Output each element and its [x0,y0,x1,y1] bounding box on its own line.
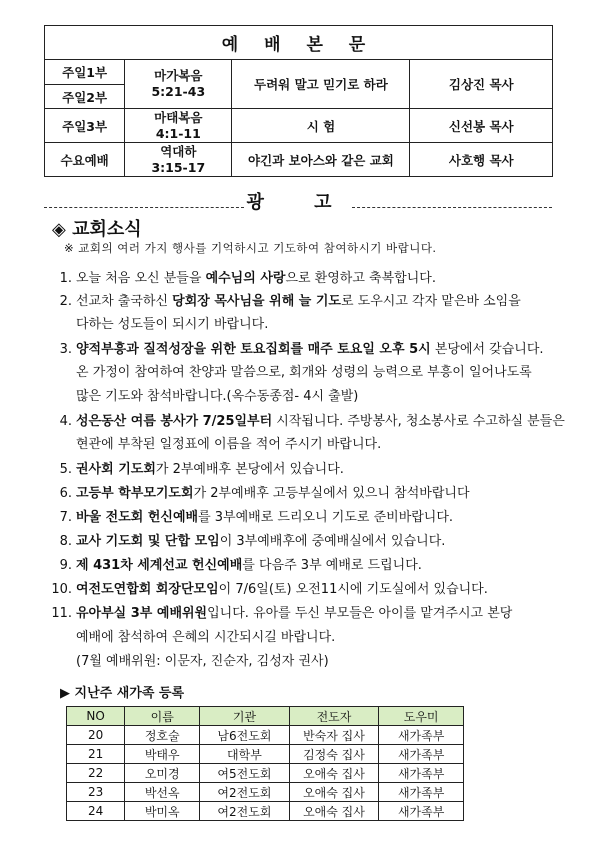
sermon-title: 야긴과 보아스와 같은 교회 [232,143,410,177]
scripture-book: 마태복음 [154,109,203,125]
service-label: 수요예배 [45,143,125,177]
list-item-continuation: 온 가정이 참여하여 찬양과 말씀으로, 회개와 성령의 능력으로 부흥이 일어나도록 [76,365,532,380]
worship-table-title: 예 배 본 문 [45,26,553,60]
table-cell: 23 [67,783,125,802]
list-item-continuation: 많은 기도와 참석바랍니다.(옥수동종점- 4시 출발) [76,389,359,404]
table-cell: 21 [67,745,125,764]
sermon-title: 시 험 [232,109,410,143]
table-cell: 20 [67,726,125,745]
table-cell: 여2전도회 [200,802,290,821]
table-cell: 22 [67,764,125,783]
table-cell: 박태우 [125,745,200,764]
list-item-continuation: 다하는 성도들이 되시기 바랍니다. [76,317,269,332]
scripture-cell [125,109,232,143]
table-row [67,745,464,764]
list-item: 8. 교사 기도회 및 단합 모임이 3부예배후에 중예배실에서 있습니다. [59,534,446,549]
list-item-continuation: 예배에 참석하여 은혜의 시간되시길 바랍니다. [76,630,336,645]
list-item: 4. 성은동산 여름 봉사가 7/25일부터 시작됩니다. 주방봉사, 청소봉사로 수고하실 분들은 [59,414,565,429]
table-cell: 오애숙 집사 [289,802,379,821]
table-cell: 오애숙 집사 [289,783,379,802]
sermon-title: 두려워 말고 믿기로 하라 [232,60,410,109]
list-item: 11. 유아부실 3부 예배위원입니다. 유아를 두신 부모들은 아이를 맡겨주시고 본당 [51,606,513,621]
divider-right [352,207,552,208]
scripture-ref: 5:21-43 [151,84,206,99]
preacher: 김상진 목사 [410,60,553,109]
list-item: 2. 선교차 출국하신 당회장 목사님을 위해 늘 기도로 도우시고 각자 맡은바 소임을 [59,294,521,309]
scripture-cell [125,60,232,109]
scripture-ref: 3:15-17 [151,159,206,175]
table-cell: 남6전도회 [200,726,290,745]
table-cell: 새가족부 [379,745,464,764]
church-news-heading: ◈ 교회소식 [52,219,142,240]
list-item: 9. 제 431차 세계선교 헌신예배를 다음주 3부 예배로 드립니다. [59,558,422,573]
table-cell: 새가족부 [379,726,464,745]
column-header: 전도자 [289,707,379,726]
list-item: 1. 오늘 처음 오신 분들을 예수님의 사랑으로 환영하고 축복합니다. [59,271,436,286]
list-item: 5. 권사회 기도회가 2부예배후 본당에서 있습니다. [59,462,344,477]
table-row [67,783,464,802]
table-cell: 새가족부 [379,802,464,821]
table-cell: 박미옥 [125,802,200,821]
table-header-row [67,707,464,726]
table-cell: 24 [67,802,125,821]
scripture-ref: 4:1-11 [155,125,201,141]
preacher: 사호행 목사 [410,143,553,177]
newcomers-table [66,706,464,821]
table-cell: 김정숙 집사 [289,745,379,764]
column-header: 기관 [200,707,290,726]
table-row [67,764,464,783]
table-row [67,802,464,821]
service-label: 주일3부 [45,109,125,143]
scripture-book: 역대하 [160,143,197,159]
list-item-continuation: 현관에 부착된 일정표에 이름을 적어 주시기 바랍니다. [76,437,382,452]
table-row [67,726,464,745]
column-header: 도우미 [379,707,464,726]
scripture-book: 마가복음 [154,68,203,83]
table-cell: 새가족부 [379,783,464,802]
table-cell: 정호술 [125,726,200,745]
table-cell: 새가족부 [379,764,464,783]
church-news-note: ※ 교회의 여러 가지 행사를 기억하시고 기도하여 참여하시기 바랍니다. [64,241,437,255]
list-item-continuation: (7월 예배위원: 이문자, 진순자, 김성자 권사) [76,654,329,669]
scripture-cell [125,143,232,177]
table-cell: 오미경 [125,764,200,783]
column-header: NO [67,707,125,726]
service-label: 주일2부 [45,85,125,109]
table-cell: 박선옥 [125,783,200,802]
table-cell: 오애숙 집사 [289,764,379,783]
table-cell: 반숙자 집사 [289,726,379,745]
newcomers-title: ▶ 지난주 새가족 등록 [60,686,185,701]
service-label: 주일1부 [45,60,125,85]
list-item: 6. 고등부 학부모기도회가 2부예배후 고등부실에서 있으니 참석바랍니다 [59,486,470,501]
list-item: 7. 바울 전도회 헌신예배를 3부예배로 드리오니 기도로 준비바랍니다. [59,510,454,525]
worship-table [44,25,553,177]
list-item: 10. 여전도연합회 회장단모임이 7/6일(토) 오전11시에 기도실에서 있습니다. [51,582,488,597]
list-item: 3. 양적부흥과 질적성장을 위한 토요집회를 매주 토요일 오후 5시 본당에서 갖습니다. [59,342,544,357]
preacher: 신선봉 목사 [410,109,553,143]
table-cell: 여2전도회 [200,783,290,802]
table-cell: 여5전도회 [200,764,290,783]
table-cell: 대학부 [200,745,290,764]
column-header: 이름 [125,707,200,726]
notices-title: 광 고 [246,192,354,213]
